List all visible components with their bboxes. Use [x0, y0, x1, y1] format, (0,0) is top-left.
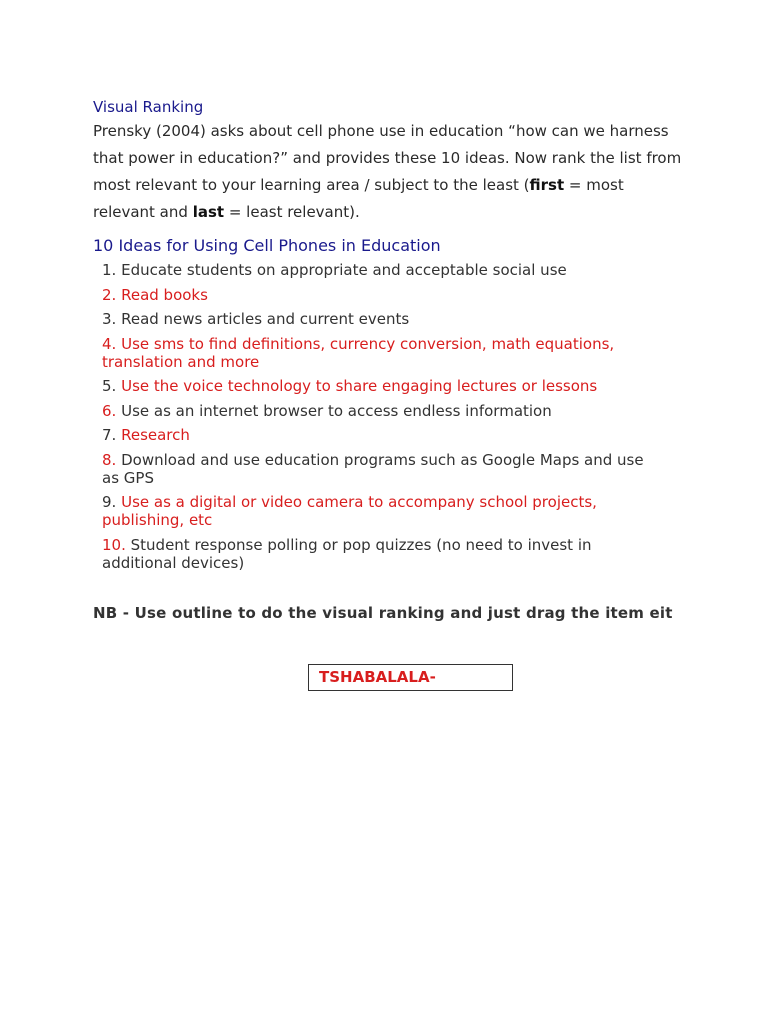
- list-item[interactable]: [102, 451, 662, 487]
- list-item[interactable]: [102, 377, 662, 395]
- list-item[interactable]: [102, 402, 662, 420]
- item-number: 4.: [102, 334, 117, 353]
- item-number: 6.: [102, 401, 117, 420]
- item-text: Use as an internet browser to access endless information: [121, 401, 552, 420]
- item-text: Research: [121, 426, 190, 444]
- item-text: Use the voice technology to share engaging lectures or lessons: [121, 377, 598, 395]
- note-instruction: NB - Use outline to do the visual ranking and just drag the item eit: [93, 604, 673, 622]
- list-item[interactable]: [102, 335, 662, 371]
- item-text: Use as a digital or video camera to accompany school projects, publishing, etc: [102, 493, 597, 529]
- name-text-box[interactable]: TSHABALALA-: [308, 664, 513, 691]
- list-item[interactable]: [102, 536, 662, 572]
- intro-paragraph: [93, 118, 683, 226]
- intro-text-2: = most relevant and: [93, 176, 624, 221]
- item-number: 1.: [102, 261, 117, 279]
- item-number: 10.: [102, 535, 126, 554]
- intro-text-1: Prensky (2004) asks about cell phone use in education “how can we harness that power in education?” and provides these 10 ideas. Now rank the list from most relevant to your learning area / subject to the least (: [93, 122, 682, 194]
- item-text: Educate students on appropriate and acceptable social use: [121, 261, 567, 279]
- item-number: 5.: [102, 377, 117, 395]
- item-number: 3.: [102, 310, 117, 328]
- item-text: Student response polling or pop quizzes (no need to invest in additional devices): [102, 535, 592, 572]
- section-heading-ideas: 10 Ideas for Using Cell Phones in Education: [93, 236, 441, 255]
- item-text: Download and use education programs such as Google Maps and use as GPS: [102, 450, 644, 487]
- list-item[interactable]: [102, 493, 662, 529]
- list-item[interactable]: [102, 310, 662, 328]
- item-number: 7.: [102, 426, 117, 444]
- item-number: 2.: [102, 285, 117, 304]
- intro-text-3: = least relevant).: [224, 203, 360, 221]
- item-number: 8.: [102, 450, 117, 469]
- item-text: Read news articles and current events: [121, 310, 410, 328]
- item-number: 9.: [102, 493, 117, 511]
- section-heading-visual-ranking: Visual Ranking: [93, 98, 204, 116]
- item-text: Read books: [121, 285, 208, 304]
- list-item[interactable]: [102, 261, 662, 279]
- list-item[interactable]: [102, 426, 662, 444]
- intro-first-bold: first: [529, 176, 565, 194]
- intro-last-bold: last: [192, 203, 225, 221]
- item-text: Use sms to find definitions, currency conversion, math equations, translation and more: [102, 334, 615, 371]
- list-item[interactable]: [102, 286, 662, 304]
- ideas-list[interactable]: [102, 261, 662, 578]
